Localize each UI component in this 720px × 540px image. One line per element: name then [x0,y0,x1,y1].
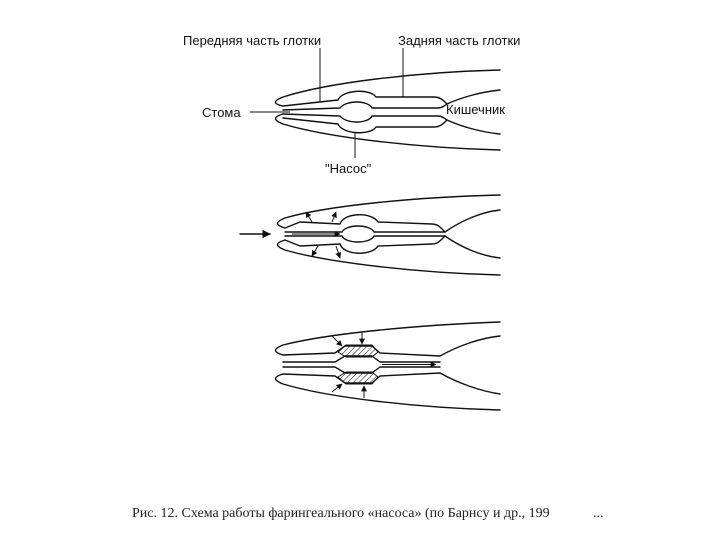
figure-caption: Рис. 12. Схема работы фарингеального «насоса» (по Барнсу и др., 199 [132,506,550,521]
panel-2-anterior-open [240,195,500,275]
caption-fragment: ... [593,506,604,521]
label-intestine: Кишечник [446,102,505,117]
label-stoma: Стома [202,105,241,120]
label-posterior-pharynx: Задняя часть глотки [398,33,521,48]
label-pump: "Насос" [325,161,372,176]
panel-3-pump-contract [276,322,501,410]
label-anterior-pharynx: Передняя часть глотки [183,33,322,48]
